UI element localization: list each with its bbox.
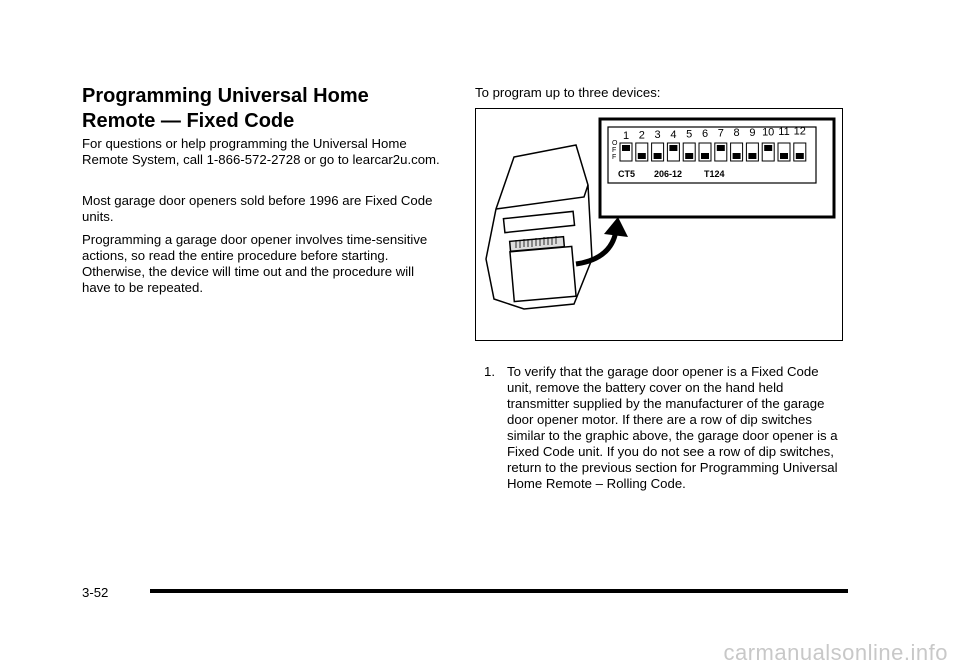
- switch-number-9: 9: [749, 126, 756, 139]
- page-number: 3-52: [82, 585, 109, 600]
- switch-number-6: 6: [701, 128, 709, 140]
- switch-number-1: 1: [622, 130, 630, 142]
- dip-switch-knob-4: [669, 145, 677, 151]
- paragraph-contact: For questions or help programming the Universal Home Remote System, call 1-866-572-2728 or go to learcar2u.com.: [82, 136, 440, 167]
- switch-number-4: 4: [670, 128, 677, 141]
- dip-switch-knob-12: [796, 153, 804, 159]
- part-label-3: T124: [704, 169, 725, 179]
- switch-number-3: 3: [654, 129, 661, 142]
- dip-switch-knob-10: [764, 145, 772, 151]
- dip-switch-knob-9: [748, 153, 756, 159]
- switch-number-12: 12: [793, 125, 806, 138]
- step-1: [484, 364, 844, 492]
- paragraph-fixed-code: Most garage door openers sold before 1996 are Fixed Code units.: [82, 193, 433, 224]
- intro-text: To program up to three devices:: [475, 85, 661, 100]
- dip-switch-knob-5: [685, 153, 693, 159]
- switch-number-8: 8: [733, 127, 740, 140]
- footer-rule: [150, 589, 848, 593]
- dip-switch-knob-11: [780, 153, 788, 159]
- section-title: [82, 84, 442, 134]
- step-number: 1.: [484, 364, 495, 379]
- dip-switch-knob-2: [638, 153, 646, 159]
- title-line-2: Remote — Fixed Code: [82, 110, 295, 132]
- switch-number-11: 11: [778, 126, 790, 138]
- switch-number-10: 10: [762, 126, 775, 139]
- title-line-1: Programming Universal Home: [82, 85, 369, 107]
- side-label-f1: F: [612, 147, 617, 154]
- dip-switch-panel: [600, 119, 834, 217]
- dip-switch-knob-8: [733, 153, 741, 159]
- dip-switch-knob-1: [622, 145, 630, 151]
- paragraph-time-sensitive: Programming a garage door opener involves time-sensitive actions, so read the entire procedure before starting. Otherwise, the device will time out and the procedure will have to be repeated.: [82, 232, 428, 295]
- part-label-1: CT5: [618, 169, 636, 179]
- step-text: To verify that the garage door opener is a Fixed Code unit, remove the battery cover on the hand held transmitter supplied by the manufacturer of the garage door opener motor. If there are a row of dip switches similar to the graphic above, the garage door opener is a Fixed Code unit. If you do not see a row of dip switches, return to the previous section for Programming Universal Home Remote – Rolling Code.: [507, 364, 838, 491]
- switch-number-2: 2: [638, 129, 645, 142]
- side-label-f2: F: [612, 154, 617, 161]
- watermark: carmanualsonline.info: [723, 640, 948, 665]
- part-label-2: 206-12: [654, 169, 683, 179]
- dip-switch-knob-7: [717, 145, 725, 151]
- dip-switch-knob-3: [654, 153, 662, 159]
- dip-switch-figure: [475, 108, 843, 341]
- side-label-o: O: [612, 140, 618, 147]
- switch-number-5: 5: [686, 128, 693, 141]
- dip-switch-knob-6: [701, 153, 709, 159]
- switch-number-7: 7: [717, 127, 724, 140]
- transmitter-illustration: [476, 109, 841, 339]
- transmitter-icon: [486, 145, 592, 309]
